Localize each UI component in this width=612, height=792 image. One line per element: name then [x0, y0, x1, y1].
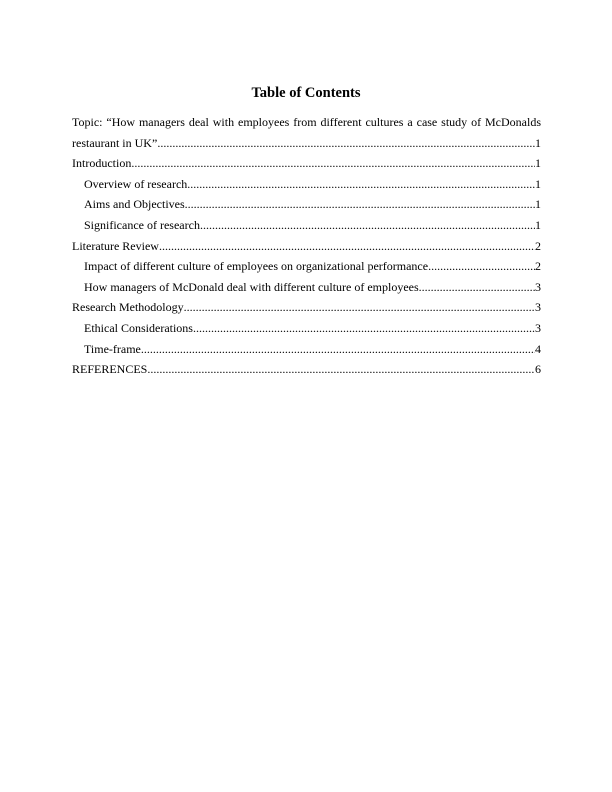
toc-leader-dots	[428, 256, 535, 277]
toc-leader-dots	[184, 297, 535, 318]
toc-leader-dots	[157, 133, 535, 154]
toc-leader-dots	[141, 339, 535, 360]
toc-entry-ethical-considerations[interactable]	[72, 318, 541, 339]
toc-leader-dots	[147, 359, 535, 380]
toc-page-number: 4	[535, 341, 541, 356]
toc-page-number: 6	[535, 362, 541, 377]
toc-entry-text: Literature Review	[72, 238, 159, 253]
toc-entry-introduction[interactable]	[72, 153, 541, 174]
toc-entry-text: Research Methodology	[72, 300, 184, 315]
toc-entry-aims-and-objectives[interactable]	[72, 194, 541, 215]
toc-entry-overview-of-research[interactable]	[72, 174, 541, 195]
toc-entry-topic[interactable]	[72, 112, 541, 153]
table-of-contents	[72, 112, 541, 380]
toc-entry-text: Aims and Objectives	[84, 197, 185, 212]
toc-entry-impact-of-different-culture[interactable]	[72, 256, 541, 277]
toc-entry-text: Significance of research	[84, 217, 200, 232]
toc-entry-text: How managers of McDonald deal with different culture of employees	[84, 279, 419, 294]
toc-entry-text: Ethical Considerations	[84, 320, 193, 335]
toc-entry-text: REFERENCES	[72, 362, 148, 377]
toc-leader-dots	[187, 174, 535, 195]
toc-page-number: 1	[535, 176, 541, 191]
toc-page-number: 2	[535, 238, 541, 253]
toc-entry-significance-of-research[interactable]	[72, 215, 541, 236]
toc-entry-text: Time-frame	[84, 341, 141, 356]
toc-page-number: 3	[535, 320, 541, 335]
toc-page-number: 1	[535, 197, 541, 212]
toc-entry-literature-review[interactable]	[72, 236, 541, 257]
toc-leader-dots	[419, 277, 535, 298]
toc-leader-dots	[193, 318, 535, 339]
toc-leader-dots	[159, 236, 535, 257]
toc-entry-text: Impact of different culture of employees on organizational performance	[84, 259, 429, 274]
toc-page-number: 2	[535, 259, 541, 274]
toc-page-number: 3	[535, 279, 541, 294]
toc-leader-dots	[200, 215, 535, 236]
toc-page-number: 1	[535, 156, 541, 171]
toc-entry-text-line2: restaurant in UK”	[72, 135, 158, 150]
toc-page-number: 1	[535, 135, 541, 150]
toc-page-number: 1	[535, 217, 541, 232]
toc-entry-how-managers-deal[interactable]	[72, 277, 541, 298]
toc-leader-dots	[185, 194, 535, 215]
toc-leader-dots	[131, 153, 535, 174]
toc-entry-research-methodology[interactable]	[72, 297, 541, 318]
toc-entry-references[interactable]	[72, 359, 541, 380]
toc-page-number: 3	[535, 300, 541, 315]
toc-entry-text: Overview of research	[84, 176, 188, 191]
toc-entry-text: Introduction	[72, 156, 132, 171]
toc-entry-text-line1: Topic: “How managers deal with employees from different cultures a case study of McDonalds	[72, 115, 541, 129]
page-title: Table of Contents	[251, 85, 361, 101]
toc-entry-time-frame[interactable]	[72, 339, 541, 360]
